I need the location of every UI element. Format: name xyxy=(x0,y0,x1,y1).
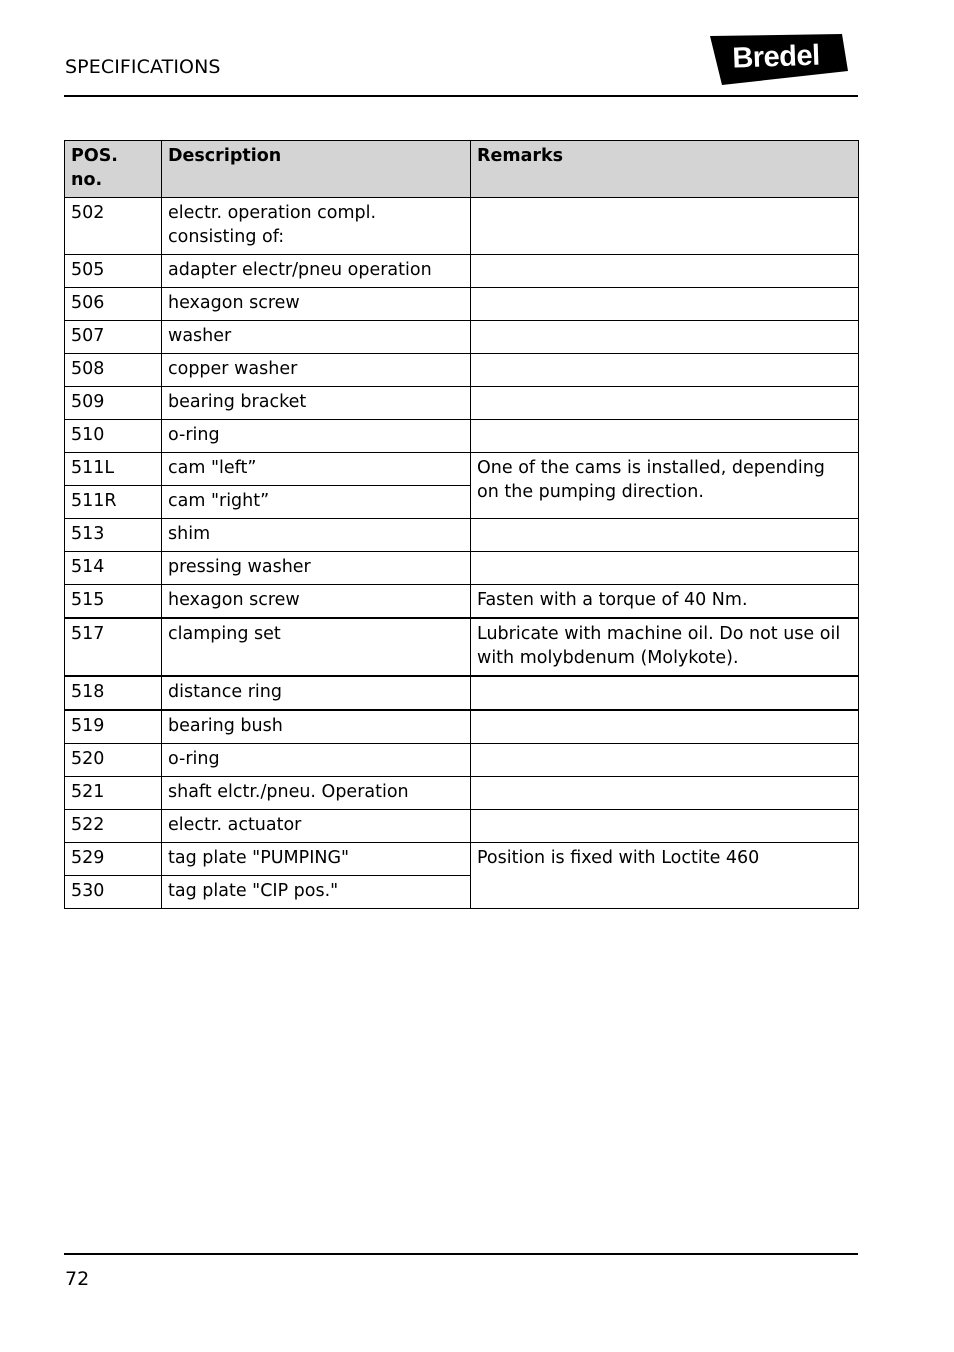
table-row xyxy=(65,453,859,486)
page-number: 72 xyxy=(65,1268,90,1290)
table-row xyxy=(65,321,859,354)
pos-cell: 510 xyxy=(65,420,162,453)
parts-table xyxy=(64,140,859,909)
description-cell: shaft elctr./pneu. Operation xyxy=(162,777,471,810)
description-cell: o-ring xyxy=(162,420,471,453)
table-row xyxy=(65,420,859,453)
table-row xyxy=(65,288,859,321)
section-title: SPECIFICATIONS xyxy=(65,56,221,78)
description-cell: clamping set xyxy=(162,618,471,676)
table-row xyxy=(65,810,859,843)
table-row xyxy=(65,198,859,255)
pos-cell: 514 xyxy=(65,552,162,585)
table-row xyxy=(65,676,859,710)
description-cell: adapter electr/pneu operation xyxy=(162,255,471,288)
pos-cell: 529 xyxy=(65,843,162,876)
pos-cell: 509 xyxy=(65,387,162,420)
column-header-description: Description xyxy=(162,141,471,198)
pos-cell: 511R xyxy=(65,486,162,519)
description-cell: bearing bush xyxy=(162,710,471,744)
remarks-cell xyxy=(471,744,859,777)
remarks-cell xyxy=(471,198,859,255)
remarks-cell: Position is fixed with Loctite 460 xyxy=(471,843,859,909)
description-cell: copper washer xyxy=(162,354,471,387)
description-cell: bearing bracket xyxy=(162,387,471,420)
pos-cell: 517 xyxy=(65,618,162,676)
remarks-cell: One of the cams is installed, depending on the pumping direction. xyxy=(471,453,859,519)
footer-rule xyxy=(64,1253,858,1255)
remarks-cell xyxy=(471,810,859,843)
description-cell: washer xyxy=(162,321,471,354)
pos-cell: 522 xyxy=(65,810,162,843)
description-cell: distance ring xyxy=(162,676,471,710)
table-row xyxy=(65,354,859,387)
description-cell: pressing washer xyxy=(162,552,471,585)
pos-cell: 511L xyxy=(65,453,162,486)
remarks-cell xyxy=(471,288,859,321)
column-header-remarks: Remarks xyxy=(471,141,859,198)
table-header-row xyxy=(65,141,859,198)
description-cell: electr. operation compl. consisting of: xyxy=(162,198,471,255)
pos-cell: 518 xyxy=(65,676,162,710)
remarks-cell xyxy=(471,420,859,453)
remarks-cell: Lubricate with machine oil. Do not use oil with molybdenum (Molykote). xyxy=(471,618,859,676)
pos-cell: 513 xyxy=(65,519,162,552)
description-cell: tag plate "CIP pos." xyxy=(162,876,471,909)
remarks-cell xyxy=(471,777,859,810)
description-cell: cam "right” xyxy=(162,486,471,519)
remarks-cell xyxy=(471,519,859,552)
pos-cell: 519 xyxy=(65,710,162,744)
pos-cell: 506 xyxy=(65,288,162,321)
pos-cell: 507 xyxy=(65,321,162,354)
table-row xyxy=(65,585,859,619)
pos-cell: 502 xyxy=(65,198,162,255)
description-cell: hexagon screw xyxy=(162,585,471,619)
table-row xyxy=(65,552,859,585)
table-row xyxy=(65,255,859,288)
pos-cell: 530 xyxy=(65,876,162,909)
description-cell: shim xyxy=(162,519,471,552)
pos-cell: 515 xyxy=(65,585,162,619)
description-cell: tag plate "PUMPING" xyxy=(162,843,471,876)
table-row xyxy=(65,843,859,876)
description-cell: hexagon screw xyxy=(162,288,471,321)
remarks-cell xyxy=(471,676,859,710)
bredel-logo xyxy=(709,34,849,86)
description-cell: electr. actuator xyxy=(162,810,471,843)
pos-cell: 505 xyxy=(65,255,162,288)
remarks-cell: Fasten with a torque of 40 Nm. xyxy=(471,585,859,619)
logo-text: Bredel xyxy=(731,39,821,75)
table-row xyxy=(65,777,859,810)
description-cell: cam "left” xyxy=(162,453,471,486)
remarks-cell xyxy=(471,552,859,585)
remarks-cell xyxy=(471,321,859,354)
pos-cell: 508 xyxy=(65,354,162,387)
remarks-cell xyxy=(471,354,859,387)
table-row xyxy=(65,519,859,552)
header-rule xyxy=(64,95,858,97)
table-row xyxy=(65,744,859,777)
remarks-cell xyxy=(471,710,859,744)
description-cell: o-ring xyxy=(162,744,471,777)
table-row xyxy=(65,618,859,676)
table-row xyxy=(65,710,859,744)
remarks-cell xyxy=(471,255,859,288)
table-row xyxy=(65,387,859,420)
pos-cell: 520 xyxy=(65,744,162,777)
column-header-pos: POS. no. xyxy=(65,141,162,198)
remarks-cell xyxy=(471,387,859,420)
pos-cell: 521 xyxy=(65,777,162,810)
